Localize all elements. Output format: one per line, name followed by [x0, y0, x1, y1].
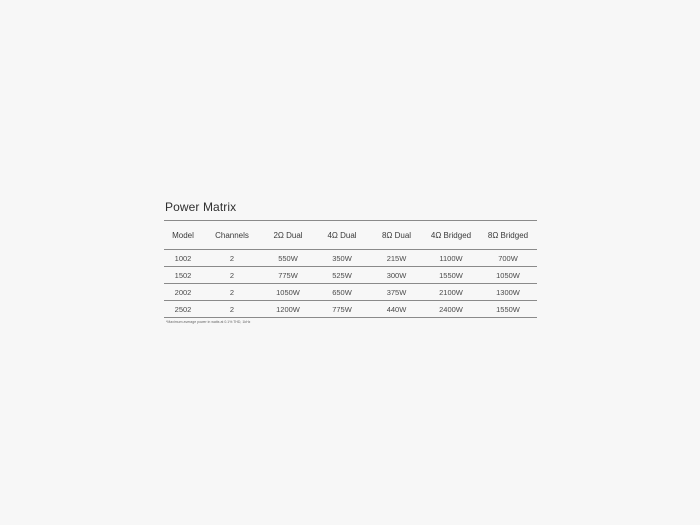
cell-4ohm-dual: 350W — [332, 253, 352, 263]
cell-4ohm-bridged: 2100W — [439, 287, 463, 297]
cell-model: 1502 — [174, 270, 192, 280]
column-header-8ohm-dual: 8Ω Dual — [381, 230, 412, 240]
table-row — [164, 284, 537, 301]
column-header-channels: Channels — [215, 230, 249, 240]
header-row — [164, 221, 537, 250]
cell-8ohm-dual: 300W — [386, 270, 407, 280]
cell-8ohm-bridged: 1050W — [496, 270, 520, 280]
cell-2ohm-dual: 1200W — [276, 304, 300, 314]
cell-8ohm-bridged: 1550W — [496, 304, 520, 314]
column-header-4ohm-bridged: 4Ω Bridged — [430, 230, 472, 240]
cell-8ohm-dual: 440W — [386, 304, 407, 314]
column-header-4ohm-dual: 4Ω Dual — [327, 230, 357, 240]
table-row — [164, 301, 537, 318]
table-row — [164, 267, 537, 284]
cell-channels: 2 — [229, 270, 235, 280]
table-row — [164, 250, 537, 267]
cell-4ohm-bridged: 1550W — [439, 270, 463, 280]
table-title: Power Matrix — [165, 200, 237, 214]
column-header-8ohm-bridged: 8Ω Bridged — [487, 230, 529, 240]
column-header-model: Model — [172, 230, 194, 240]
cell-model: 2502 — [174, 304, 192, 314]
cell-4ohm-dual: 525W — [332, 270, 352, 280]
cell-channels: 2 — [229, 253, 235, 263]
cell-model: 2002 — [174, 287, 192, 297]
cell-model: 1002 — [174, 253, 192, 263]
cell-4ohm-dual: 650W — [332, 287, 352, 297]
cell-2ohm-dual: 775W — [278, 270, 298, 280]
column-header-2ohm-dual: 2Ω Dual — [273, 230, 303, 240]
cell-4ohm-bridged: 1100W — [439, 253, 463, 263]
cell-4ohm-bridged: 2400W — [439, 304, 463, 314]
cell-8ohm-bridged: 700W — [498, 253, 518, 263]
cell-2ohm-dual: 550W — [278, 253, 298, 263]
power-matrix-table — [164, 220, 537, 318]
cell-8ohm-dual: 375W — [386, 287, 407, 297]
power-matrix — [164, 200, 537, 325]
cell-2ohm-dual: 1050W — [276, 287, 300, 297]
cell-channels: 2 — [229, 287, 235, 297]
cell-8ohm-dual: 215W — [386, 253, 407, 263]
cell-channels: 2 — [229, 304, 235, 314]
table-footnote: *Maximum average power in watts at 0.1% THD, 1kHz — [166, 320, 251, 324]
cell-8ohm-bridged: 1300W — [496, 287, 520, 297]
cell-4ohm-dual: 775W — [332, 304, 352, 314]
